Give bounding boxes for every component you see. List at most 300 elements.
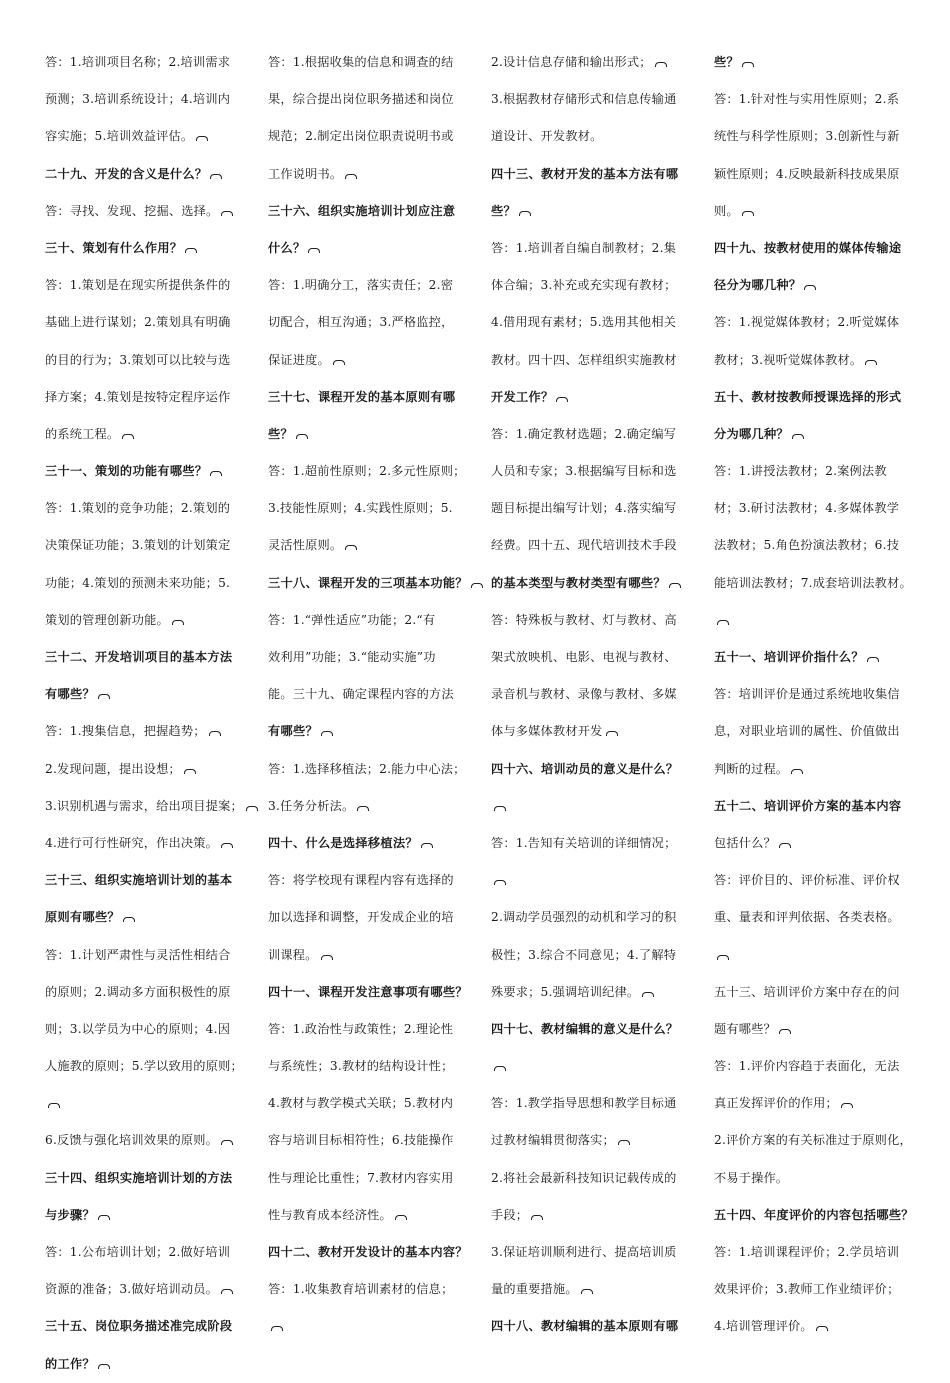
line-text: 四十六、培训动员的意义是什么？ (491, 761, 679, 776)
answer-text-line (491, 230, 691, 267)
paragraph-mark-icon (421, 843, 433, 848)
answer-text-line (268, 304, 468, 341)
line-text: 题目标提出编写计划；4.落实编写 (491, 501, 677, 516)
answer-text-line (714, 156, 914, 193)
line-text: 四十、什么是选择移植法？ (268, 835, 418, 850)
answer-text-line (45, 825, 245, 862)
line-text: 基础上进行谋划；2.策划具有明确 (45, 315, 231, 330)
answer-text-line (45, 44, 245, 81)
answer-text-line (491, 1234, 691, 1271)
answer-text-line (491, 44, 691, 81)
question-heading-line (714, 44, 914, 81)
question-heading-line (45, 1346, 245, 1383)
line-text: 2.设计信息存储和输出形式； (491, 55, 652, 69)
line-text: 切配合，相互沟通；3.严格监控， (268, 315, 454, 330)
paragraph-mark-icon (48, 1103, 60, 1108)
line-text: 五十四、年度评价的内容包括哪些？ (714, 1207, 914, 1222)
question-heading-line (45, 862, 245, 899)
answer-text-line (714, 490, 914, 527)
answer-text-line (714, 527, 914, 564)
line-text: 体合编；3.补充或充实现有教材； (491, 278, 677, 293)
text-column-1 (45, 44, 245, 1383)
answer-text-line (268, 1271, 468, 1308)
line-text: 答：1.“弹性适应”功能；2.“有 (268, 612, 436, 627)
answer-text-line (491, 1160, 691, 1197)
answer-text-line (268, 1085, 468, 1122)
answer-text-line (45, 751, 245, 788)
question-heading-line (491, 193, 691, 230)
line-text: 2.调动学员强烈的动机和学习的积 (491, 910, 677, 925)
question-heading-line (491, 1011, 691, 1048)
paragraph-mark-icon (321, 955, 333, 960)
line-text: 答：1.搜集信息，把握趋势； (45, 724, 206, 739)
answer-text-line (714, 825, 914, 862)
line-text: 答：1.根据收集的信息和调查的结 (268, 55, 454, 69)
line-text: 与系统性；3.教材的结构设计性； (268, 1059, 454, 1074)
answer-text-line (491, 342, 691, 379)
paragraph-mark-icon (841, 1103, 853, 1108)
answer-text-line (491, 788, 691, 825)
answer-text-line (45, 602, 245, 639)
paragraph-mark-icon (581, 1289, 593, 1294)
line-text: 答：1.计划严肃性与灵活性相结合 (45, 947, 231, 962)
line-text: 有哪些？ (268, 724, 318, 739)
paragraph-mark-icon (779, 1029, 791, 1034)
line-text: 答：1.政治性与政策性；2.理论性 (268, 1021, 454, 1036)
line-text: 效果评价；3.教师工作业绩评价； (714, 1282, 900, 1297)
answer-text-line (268, 342, 468, 379)
line-text: 4.教材与教学模式关联；5.教材内 (268, 1096, 454, 1111)
question-heading-line (714, 639, 914, 676)
line-text: 能培训法教材；7.成套培训法教材。 (714, 575, 912, 590)
paragraph-mark-icon (296, 434, 308, 439)
answer-text-line (714, 974, 914, 1011)
question-heading-line (268, 193, 468, 230)
paragraph-mark-icon (221, 211, 233, 216)
answer-text-line (491, 1048, 691, 1085)
answer-text-line (45, 1085, 245, 1122)
line-text: 包括什么？ (714, 835, 776, 850)
answer-text-line (268, 937, 468, 974)
answer-text-line (714, 453, 914, 490)
line-text: 保证进度。 (268, 352, 330, 367)
line-text: 答：培训评价是通过系统地收集信 (714, 687, 900, 702)
line-text: 效利用”功能；3.“能动实施”功 (268, 650, 436, 664)
line-text: 法教材；5.角色扮演法教材；6.技 (714, 538, 900, 553)
paragraph-mark-icon (618, 1140, 630, 1145)
line-text: 架式放映机、电影、电视与教材、 (491, 650, 677, 664)
line-text: 4.借用现有素材；5.选用其他相关 (491, 315, 677, 330)
answer-text-line (714, 342, 914, 379)
paragraph-mark-icon (494, 880, 506, 885)
paragraph-mark-icon (717, 620, 729, 625)
paragraph-mark-icon (669, 583, 681, 588)
line-text: 容实施；5.培训效益评估。 (45, 129, 194, 144)
line-text: 道设计、开发教材。 (491, 129, 603, 144)
question-heading-line (45, 899, 245, 936)
answer-text-line (714, 1160, 914, 1197)
question-heading-line (268, 230, 468, 267)
line-text: 答：1.培训课程评价；2.学员培训 (714, 1245, 900, 1259)
line-text: 人施教的原则；5.学以致用的原则； (45, 1059, 243, 1074)
answer-text-line (45, 937, 245, 974)
question-heading-line (714, 267, 914, 304)
line-text: 分为哪几种？ (714, 426, 789, 441)
paragraph-mark-icon (184, 769, 196, 774)
answer-text-line (491, 81, 691, 118)
line-text: 预测；3.培训系统设计；4.培训内 (45, 92, 231, 107)
answer-text-line (714, 193, 914, 230)
line-text: 殊要求；5.强调培训纪律。 (491, 984, 640, 999)
line-text: 重、量表和评判依据、各类表格。 (714, 910, 900, 925)
answer-text-line (491, 267, 691, 304)
line-text: 则；3.以学员为中心的原则；4.因 (45, 1021, 231, 1036)
line-text: 些？ (268, 426, 293, 441)
paragraph-mark-icon (98, 1364, 110, 1369)
question-heading-line (491, 379, 691, 416)
paragraph-mark-icon (333, 360, 345, 365)
question-heading-line (268, 974, 468, 1011)
question-heading-line (491, 156, 691, 193)
answer-text-line (714, 118, 914, 155)
question-heading-line (491, 751, 691, 788)
answer-text-line (45, 713, 245, 750)
paragraph-mark-icon (471, 583, 483, 588)
answer-text-line (714, 1085, 914, 1122)
line-text: 答：寻找、发现、挖掘、选择。 (45, 203, 219, 218)
question-heading-line (268, 1234, 468, 1271)
paragraph-mark-icon (556, 397, 568, 402)
paragraph-mark-icon (172, 620, 184, 625)
paragraph-mark-icon (742, 211, 754, 216)
answer-text-line (491, 937, 691, 974)
line-text: 不易于操作。 (714, 1170, 789, 1185)
line-text: 答：1.策划的竞争功能；2.策划的 (45, 501, 231, 516)
line-text: 答：1.评价内容趋于表面化，无法 (714, 1059, 900, 1074)
paragraph-mark-icon (642, 992, 654, 997)
answer-text-line (45, 81, 245, 118)
line-text: 五十二、培训评价方案的基本内容 (714, 798, 902, 813)
line-text: 答：1.视觉媒体教材；2.听觉媒体 (714, 315, 900, 330)
line-text: 些？ (491, 203, 516, 218)
paragraph-mark-icon (494, 1066, 506, 1071)
question-heading-line (268, 416, 468, 453)
line-text: 灵活性原则。 (268, 538, 343, 553)
answer-text-line (491, 453, 691, 490)
line-text: 答：1.公布培训计划；2.做好培训 (45, 1245, 231, 1259)
line-text: 教材。四十四、怎样组织实施教材 (491, 352, 677, 367)
line-text: 的工作？ (45, 1356, 95, 1371)
question-heading-line (714, 230, 914, 267)
line-text: 颖性原则；4.反映最新科技成果原 (714, 166, 900, 181)
paragraph-mark-icon (792, 434, 804, 439)
line-text: 材；3.研讨法教材；4.多媒体教学 (714, 501, 900, 516)
answer-text-line (491, 304, 691, 341)
answer-text-line (714, 304, 914, 341)
answer-text-line (45, 565, 245, 602)
line-text: 三十二、开发培训项目的基本方法 (45, 650, 233, 664)
answer-text-line (268, 118, 468, 155)
line-text: 真正发挥评价的作用； (714, 1096, 838, 1111)
answer-text-line (714, 1271, 914, 1308)
answer-text-line (268, 1197, 468, 1234)
question-heading-line (714, 1197, 914, 1234)
answer-text-line (714, 1122, 914, 1159)
answer-text-line (268, 788, 468, 825)
answer-text-line (491, 1197, 691, 1234)
paragraph-mark-icon (221, 1140, 233, 1145)
line-text: 4.进行可行性研究，作出决策。 (45, 835, 219, 850)
line-text: 三十四、组织实施培训计划的方法 (45, 1170, 233, 1185)
line-text: 四十二、教材开发设计的基本内容？ (268, 1245, 468, 1259)
paragraph-mark-icon (98, 694, 110, 699)
paragraph-mark-icon (357, 806, 369, 811)
answer-text-line (45, 788, 245, 825)
paragraph-mark-icon (395, 1215, 407, 1220)
question-heading-line (45, 453, 245, 490)
answer-text-line (491, 527, 691, 564)
answer-text-line (491, 1271, 691, 1308)
answer-text-line (268, 156, 468, 193)
line-text: 四十九、按教材使用的媒体传输途 (714, 240, 902, 255)
line-text: 策划的管理创新功能。 (45, 612, 169, 627)
answer-text-line (268, 862, 468, 899)
answer-text-line (45, 267, 245, 304)
line-text: 3.技能性原则；4.实践性原则；5. (268, 501, 453, 516)
paragraph-mark-icon (717, 955, 729, 960)
answer-text-line (714, 1011, 914, 1048)
line-text: 题有哪些？ (714, 1021, 776, 1036)
paragraph-mark-icon (246, 806, 258, 811)
line-text: 录音机与教材、录像与教材、多媒 (491, 687, 677, 702)
line-text: 的基本类型与教材类型有哪些？ (491, 575, 666, 590)
line-text: 答：1.告知有关培训的详细情况； (491, 835, 677, 850)
paragraph-mark-icon (867, 657, 879, 662)
line-text: 三十五、岗位职务描述准完成阶段 (45, 1319, 233, 1334)
line-text: 答：1.针对性与实用性原则；2.系 (714, 92, 900, 107)
line-text: 4.培训管理评价。 (714, 1319, 813, 1334)
line-text: 工作说明书。 (268, 166, 343, 181)
line-text: 答：1.明确分工，落实责任；2.密 (268, 278, 454, 293)
line-text: 手段； (491, 1207, 529, 1222)
answer-text-line (491, 639, 691, 676)
line-text: 五十三、培训评价方案中存在的问 (714, 984, 900, 999)
line-text: 功能；4.策划的预测未来功能；5. (45, 575, 231, 590)
question-heading-line (45, 676, 245, 713)
answer-text-line (45, 490, 245, 527)
text-column-4 (714, 44, 914, 1346)
paragraph-mark-icon (742, 62, 754, 67)
line-text: 答：特殊板与教材、灯与教材、高 (491, 612, 677, 627)
line-text: 则。 (714, 203, 739, 218)
line-text: 四十八、教材编辑的基本原则有哪 (491, 1319, 679, 1334)
paragraph-mark-icon (321, 731, 333, 736)
line-text: 判断的过程。 (714, 761, 789, 776)
line-text: 加以选择和调整，开发成企业的培 (268, 910, 454, 925)
line-text: 答：1.培训项目名称；2.培训需求 (45, 55, 231, 69)
answer-text-line (45, 974, 245, 1011)
line-text: 径分为哪几种？ (714, 278, 802, 293)
paragraph-mark-icon (98, 1215, 110, 1220)
paragraph-mark-icon (185, 248, 197, 253)
line-text: 3.任务分析法。 (268, 798, 355, 813)
line-text: 2.将社会最新科技知识记载传成的 (491, 1170, 677, 1185)
line-text: 开发工作？ (491, 389, 554, 404)
answer-text-line (45, 1234, 245, 1271)
answer-text-line (491, 490, 691, 527)
paragraph-mark-icon (209, 731, 221, 736)
answer-text-line (491, 825, 691, 862)
answer-text-line (268, 81, 468, 118)
line-text: 3.保证培训顺利进行、提高培训质 (491, 1245, 677, 1259)
text-column-3 (491, 44, 691, 1346)
line-text: 答：1.讲授法教材；2.案例法教 (714, 464, 887, 479)
line-text: 3.根据教材存储形式和信息传输通 (491, 92, 677, 107)
paragraph-mark-icon (655, 62, 667, 67)
line-text: 能。三十九、确定课程内容的方法 (268, 687, 454, 702)
question-heading-line (491, 565, 691, 602)
answer-text-line (45, 416, 245, 453)
answer-text-line (268, 1011, 468, 1048)
answer-text-line (491, 862, 691, 899)
paragraph-mark-icon (531, 1215, 543, 1220)
paragraph-mark-icon (791, 769, 803, 774)
answer-text-line (714, 81, 914, 118)
answer-text-line (491, 713, 691, 750)
paragraph-mark-icon (804, 285, 816, 290)
question-heading-line (268, 379, 468, 416)
line-text: 三十一、策划的功能有哪些？ (45, 464, 208, 479)
answer-text-line (714, 937, 914, 974)
question-heading-line (45, 639, 245, 676)
answer-text-line (714, 1308, 914, 1345)
paragraph-mark-icon (345, 174, 357, 179)
question-heading-line (714, 788, 914, 825)
answer-text-line (491, 416, 691, 453)
answer-text-line (714, 899, 914, 936)
answer-text-line (714, 676, 914, 713)
line-text: 过教材编辑贯彻落实； (491, 1133, 615, 1148)
line-text: 极性；3.综合不同意见；4.了解特 (491, 947, 677, 962)
answer-text-line (45, 118, 245, 155)
line-text: 三十八、课程开发的三项基本功能？ (268, 575, 468, 590)
answer-text-line (268, 267, 468, 304)
line-text: 答：1.培训者自编自制教材；2.集 (491, 240, 677, 255)
line-text: 的原则；2.调动多方面积极性的原 (45, 984, 231, 999)
answer-text-line (45, 1271, 245, 1308)
line-text: 资源的准备；3.做好培训动员。 (45, 1282, 219, 1297)
paragraph-mark-icon (779, 843, 791, 848)
question-heading-line (714, 416, 914, 453)
answer-text-line (268, 751, 468, 788)
answer-text-line (268, 1048, 468, 1085)
line-text: 三十三、组织实施培训计划的基本 (45, 873, 233, 888)
paragraph-mark-icon (494, 806, 506, 811)
line-text: 统性与科学性原则；3.创新性与新 (714, 129, 900, 144)
line-text: 什么？ (268, 240, 306, 255)
line-text: 2.发现问题，提出设想； (45, 761, 181, 776)
answer-text-line (491, 899, 691, 936)
answer-text-line (45, 1011, 245, 1048)
line-text: 的目的行为；3.策划可以比较与选 (45, 352, 231, 367)
question-heading-line (45, 1308, 245, 1345)
answer-text-line (268, 639, 468, 676)
answer-text-line (491, 1122, 691, 1159)
paragraph-mark-icon (519, 211, 531, 216)
line-text: 有哪些？ (45, 687, 95, 702)
paragraph-mark-icon (210, 174, 222, 179)
line-text: 三十六、组织实施培训计划应注意 (268, 203, 456, 218)
line-text: 答：1.选择移植法；2.能力中心法； (268, 761, 466, 776)
line-text: 容与培训目标相符性；6.技能操作 (268, 1133, 454, 1148)
answer-text-line (491, 974, 691, 1011)
line-text: 教材；3.视听觉媒体教材。 (714, 352, 863, 367)
answer-text-line (714, 602, 914, 639)
line-text: 四十七、教材编辑的意义是什么？ (491, 1021, 679, 1036)
answer-text-line (45, 193, 245, 230)
line-text: 决策保证功能；3.策划的计划策定 (45, 538, 231, 553)
paragraph-mark-icon (865, 360, 877, 365)
line-text: 规范；2.制定出岗位职责说明书或 (268, 129, 454, 144)
line-text: 6.反馈与强化培训效果的原则。 (45, 1133, 219, 1148)
line-text: 体与多媒体教材开发 (491, 724, 603, 739)
answer-text-line (268, 490, 468, 527)
line-text: 的系统工程。 (45, 426, 120, 441)
answer-text-line (45, 1048, 245, 1085)
line-text: 经费。四十五、现代培训技术手段 (491, 538, 677, 553)
question-heading-line (268, 825, 468, 862)
answer-text-line (714, 862, 914, 899)
answer-text-line (45, 379, 245, 416)
line-text: 性与教育成本经济性。 (268, 1207, 392, 1222)
paragraph-mark-icon (345, 545, 357, 550)
paragraph-mark-icon (221, 1289, 233, 1294)
line-text: 人员和专家；3.根据编写目标和选 (491, 464, 677, 479)
line-text: 原则有哪些？ (45, 910, 120, 925)
line-text: 五十、教材按教师授课选择的形式 (714, 389, 902, 404)
line-text: 些？ (714, 55, 739, 69)
answer-text-line (714, 713, 914, 750)
question-heading-line (45, 1160, 245, 1197)
answer-text-line (491, 118, 691, 155)
line-text: 三十、策划有什么作用？ (45, 240, 183, 255)
answer-text-line (491, 1085, 691, 1122)
line-text: 果，综合提出岗位职务描述和岗位 (268, 92, 454, 107)
answer-text-line (268, 602, 468, 639)
line-text: 答：1.策划是在现实所提供条件的 (45, 278, 231, 293)
answer-text-line (268, 676, 468, 713)
paragraph-mark-icon (196, 136, 208, 141)
answer-text-line (268, 453, 468, 490)
line-text: 答：1.收集教育培训素材的信息； (268, 1282, 454, 1297)
answer-text-line (268, 44, 468, 81)
line-text: 四十三、教材开发的基本方法有哪 (491, 166, 679, 181)
question-heading-line (45, 156, 245, 193)
paragraph-mark-icon (308, 248, 320, 253)
line-text: 五十一、培训评价指什么？ (714, 650, 864, 664)
answer-text-line (45, 342, 245, 379)
line-text: 三十七、课程开发的基本原则有哪 (268, 389, 456, 404)
answer-text-line (268, 1122, 468, 1159)
line-text: 性与理论比重性；7.教材内容实用 (268, 1170, 454, 1185)
line-text: 量的重要措施。 (491, 1282, 578, 1297)
paragraph-mark-icon (221, 843, 233, 848)
answer-text-line (714, 1234, 914, 1271)
question-heading-line (268, 565, 468, 602)
text-column-2 (268, 44, 468, 1346)
line-text: 3.识别机遇与需求，给出项目提案； (45, 798, 243, 813)
answer-text-line (45, 304, 245, 341)
